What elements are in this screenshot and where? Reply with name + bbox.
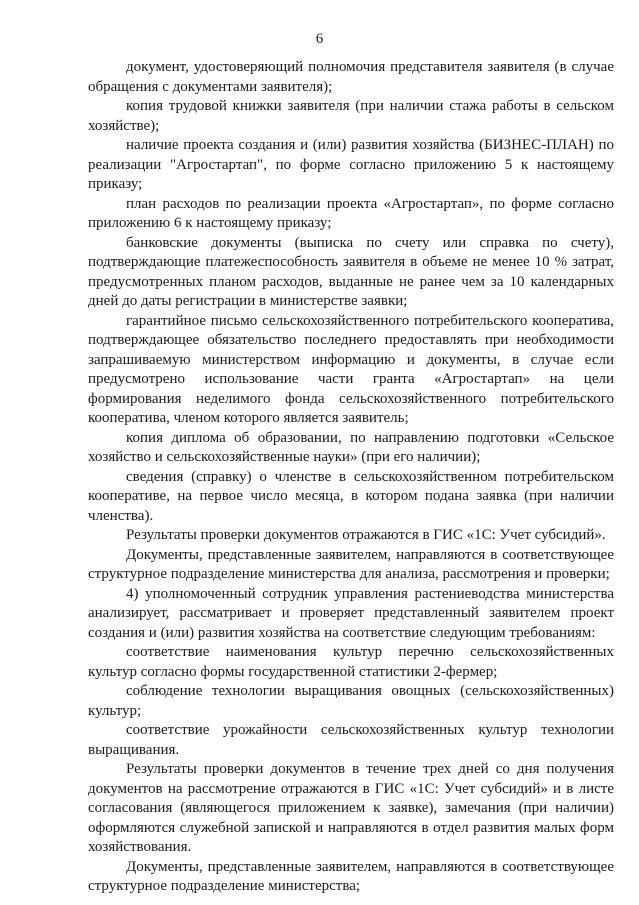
- paragraph-bank-documents: банковские документы (выписка по счету или справка по счету), подтверждающие платежеспособность заявителя в объеме не менее 10 % затрат, предусмотренных планом расходов, выданные не ранее чем за 10 календарных дней до даты регистрации в министерстве заявки;: [88, 234, 614, 309]
- paragraph-diploma-copy: копия диплома об образовании, по направлению подготовки «Сельское хозяйство и сельскохозяйственные науки» (при его наличии);: [88, 429, 614, 465]
- paragraph-expense-plan: план расходов по реализации проекта «Агростартап», по форме согласно приложению 6 к настоящему приказу;: [88, 195, 614, 231]
- document-body: [88, 58, 614, 897]
- paragraph-check-results-three-days: Результаты проверки документов в течение трех дней со дня получения документов на рассмотрение отражаются в ГИС «1С: Учет субсидий» и в листе согласования (являющегося приложением к заявке), замечания (при наличии) оформляются служебной запиской и направляются в отдел развития малых форм хозяйствования.: [88, 761, 614, 855]
- paragraph-crop-yield: соответствие урожайности сельскохозяйственных культур технологии выращивания.: [88, 722, 614, 758]
- paragraph-item-4: 4) уполномоченный сотрудник управления растениеводства министерства анализирует, рассматривает и проверяет представленный заявителем проект создания и (или) развития хозяйства на соответствие следующим требованиям:: [88, 585, 614, 641]
- paragraph-representative-authority: документ, удостоверяющий полномочия представителя заявителя (в случае обращения с документами заявителя);: [88, 59, 614, 95]
- paragraph-business-plan: наличие проекта создания и (или) развития хозяйства (БИЗНЕС-ПЛАН) по реализации "Агростартап", по форме согласно приложению 5 к настоящему приказу;: [88, 137, 614, 192]
- paragraph-cooperative-membership: сведения (справку) о членстве в сельскохозяйственном потребительском кооперативе, на первое число месяца, в котором подана заявка (при наличии членства).: [88, 468, 614, 524]
- paragraph-documents-forwarded-final: Документы, представленные заявителем, направляются в соответствующее структурное подразделение министерства;: [88, 858, 614, 894]
- paragraph-guarantee-letter: гарантийное письмо сельскохозяйственного потребительского кооператива, подтверждающее обязательство последнего предоставлять при необходимости запрашиваемую министерством информацию и документы, в случае если предусмотрено использование части гранта «Агростартап» на цели формирования неделимого фонда сельскохозяйственного потребительского кооператива, членом которого является заявитель;: [88, 312, 614, 426]
- paragraph-check-results: Результаты проверки документов отражаются в ГИС «1С: Учет субсидий».: [126, 527, 606, 543]
- paragraph-crop-names: соответствие наименования культур перечню сельскохозяйственных культур согласно формы государственной статистики 2-фермер;: [88, 644, 614, 680]
- page-number: 6: [315, 31, 324, 47]
- paragraph-work-record-copy: копия трудовой книжки заявителя (при наличии стажа работы в сельском хозяйстве);: [88, 98, 614, 134]
- paragraph-documents-forwarded: Документы, представленные заявителем, направляются в соответствующее структурное подразделение министерства для анализа, рассмотрения и проверки;: [88, 546, 614, 582]
- paragraph-growing-technology: соблюдение технологии выращивания овощных (сельскохозяйственных) культур;: [88, 683, 614, 719]
